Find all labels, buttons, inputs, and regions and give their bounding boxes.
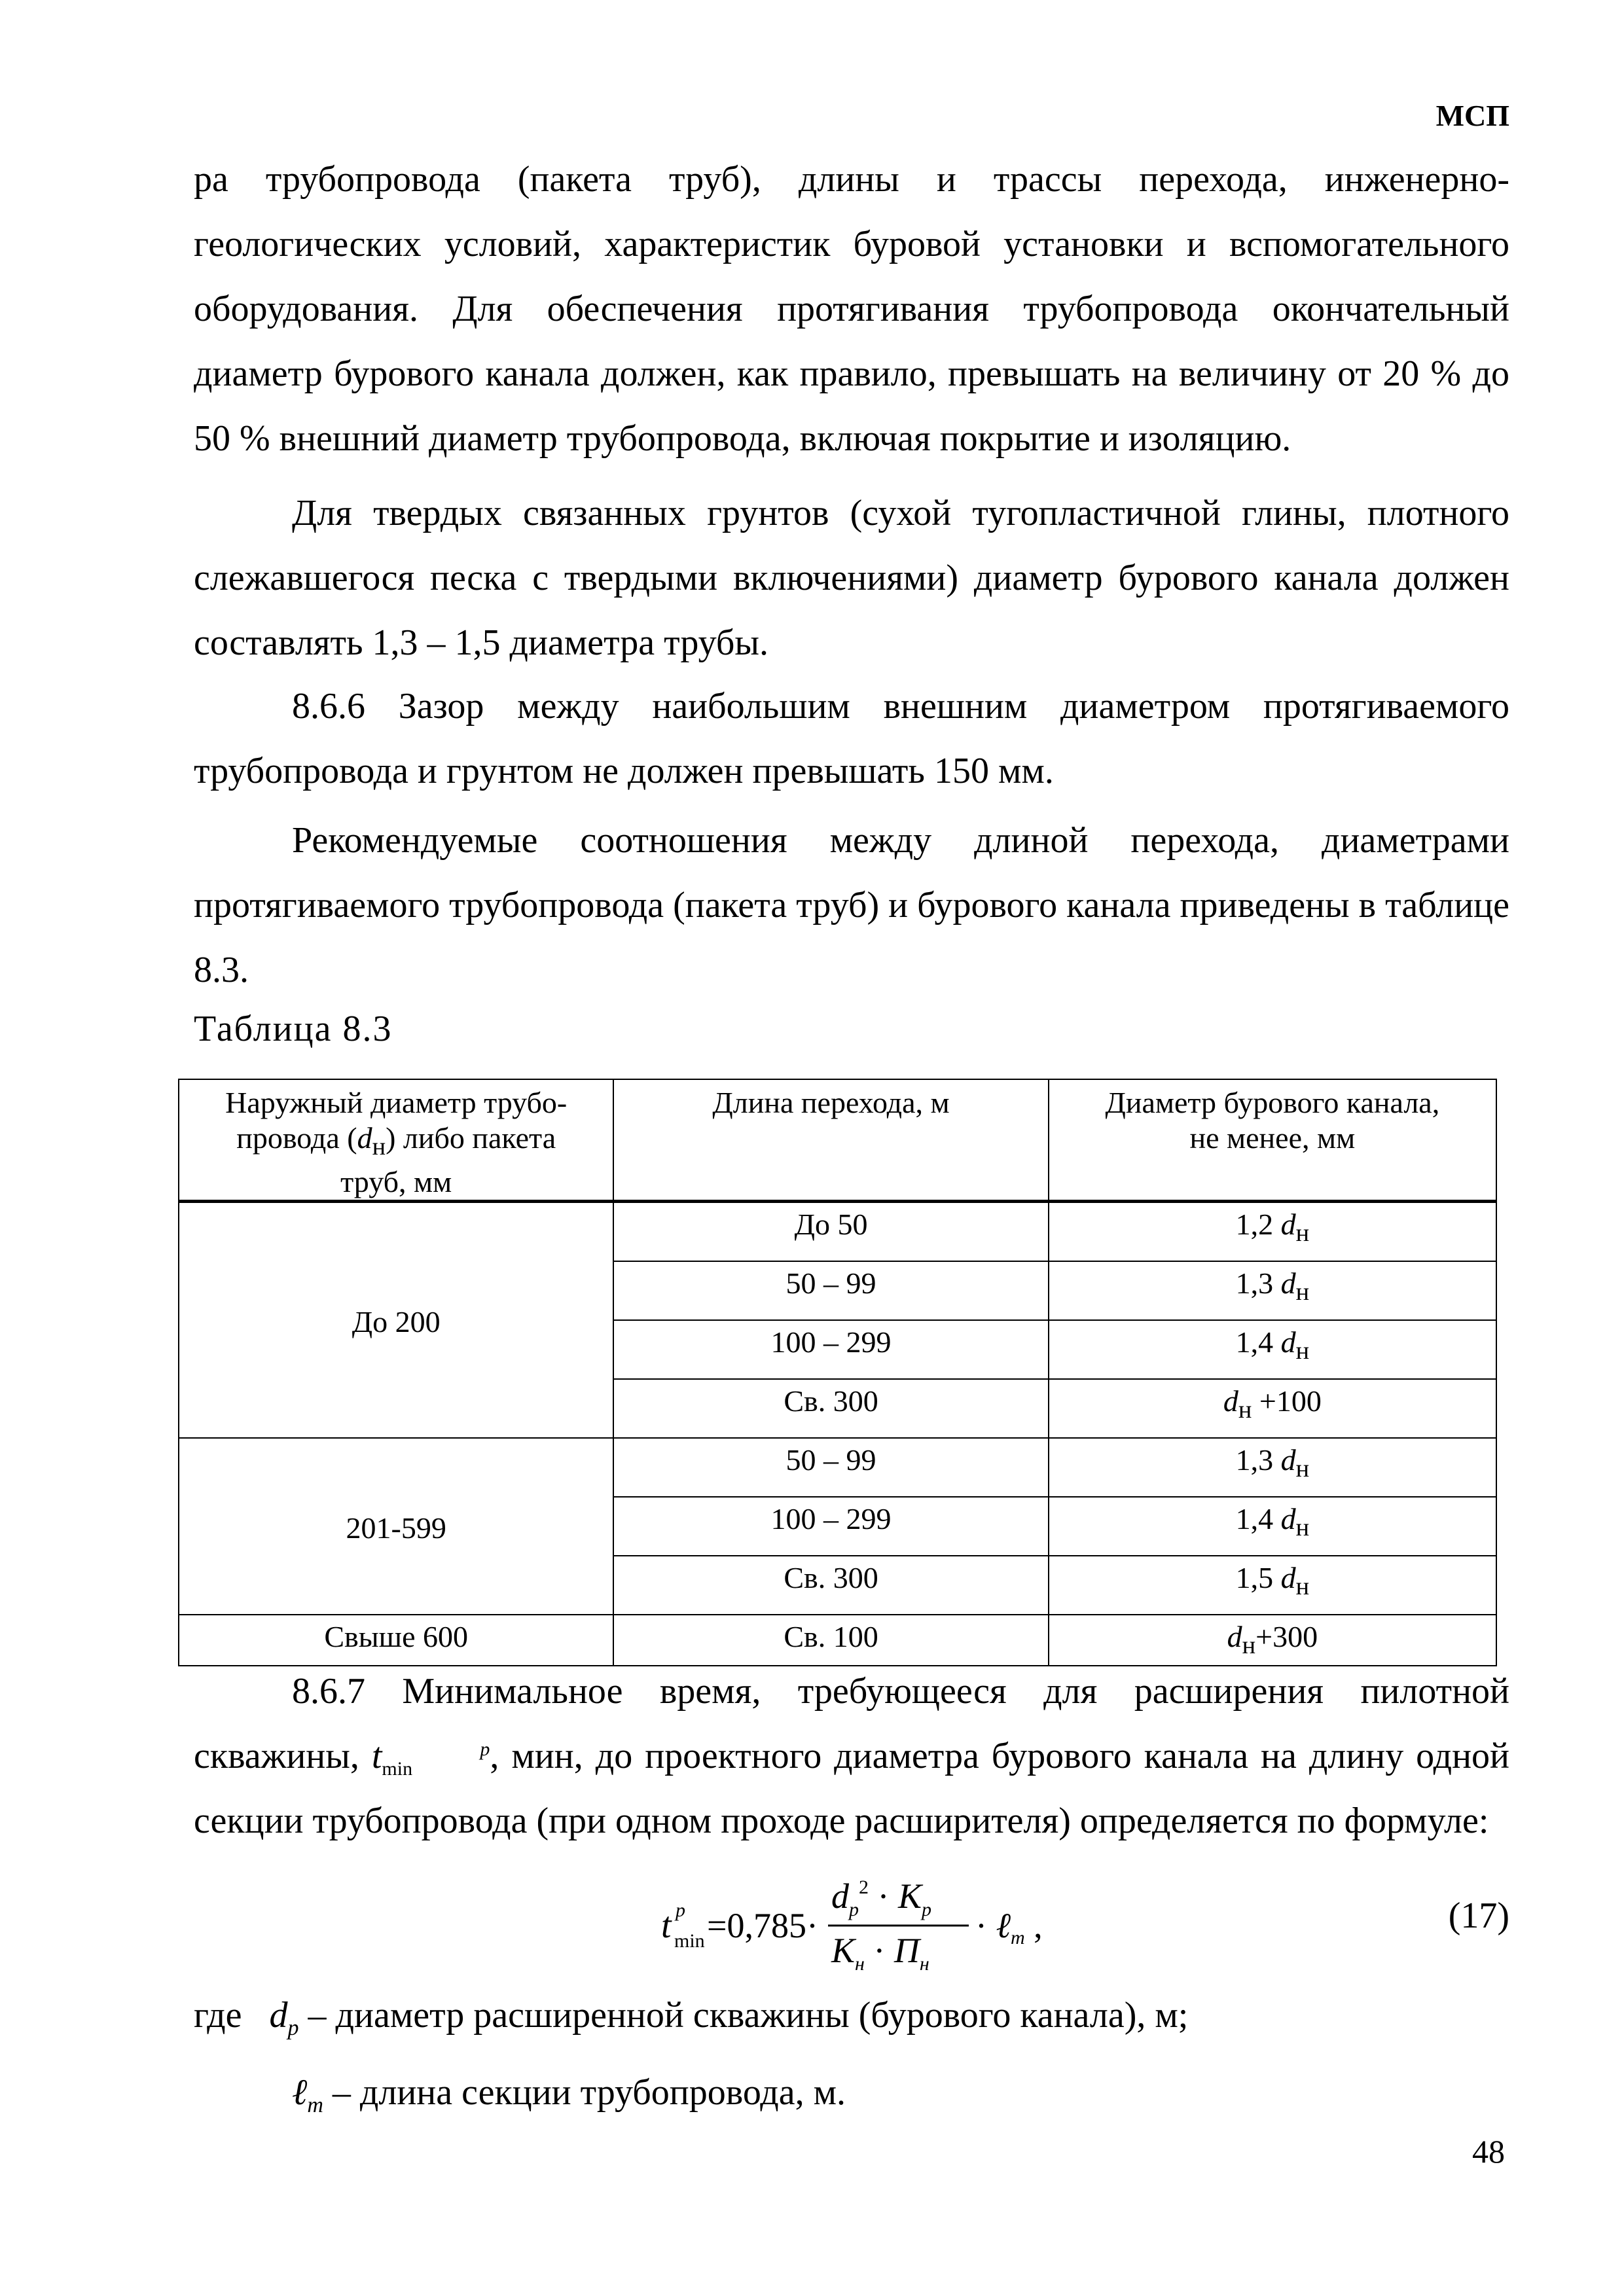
paragraph-5-text bbox=[194, 1659, 1509, 1854]
paragraph-4-text: Рекомендуемые соотношения между длиной перехода, диаметрами протягиваемого трубопровода (пакета труб) и бурового канала приведены в таблице 8.3. bbox=[194, 820, 1509, 990]
cell-channel: 1,4 $d_н$ bbox=[1049, 1497, 1496, 1556]
paragraph-5-part-b: , мин, до проектного диаметра бурового канала на длину одной секции трубопровода (при одном проходе расширителя) определяется по формуле: bbox=[194, 1736, 1510, 1841]
formula-number: (17) bbox=[1448, 1895, 1509, 1936]
cell-channel: 1,3 $d_н$ bbox=[1049, 1438, 1496, 1497]
definition-dp: где $d_p$ – диаметр расширенной скважины (бурового канала), м; bbox=[194, 1995, 1189, 2041]
cell-length: 100 – 299 bbox=[613, 1320, 1048, 1379]
table-row bbox=[179, 1202, 1496, 1262]
formula-17 bbox=[661, 1865, 1043, 1977]
paragraph-2 bbox=[194, 481, 1509, 675]
formula-denominator: $K_н \cdot П_н$ bbox=[831, 1931, 929, 1975]
definition-lt-text: – длина секции трубопровода, м. bbox=[323, 2072, 846, 2113]
cell-diameter: До 200 bbox=[179, 1202, 613, 1439]
cell-diameter: Свыше 600 bbox=[179, 1615, 613, 1666]
paragraph-4 bbox=[194, 808, 1509, 1003]
paragraph-2-text: Для твердых связанных грунтов (сухой тугопластичной глины, плотного слежавшегося песка с твердыми включениями) диаметр бурового канала должен составлять 1,3 – 1,5 диаметра трубы. bbox=[194, 493, 1509, 663]
cell-channel: $d_н+300$ bbox=[1049, 1615, 1496, 1666]
page-number: 48 bbox=[1472, 2133, 1505, 2170]
cell-channel: 1,3 $d_н$ bbox=[1049, 1261, 1496, 1320]
cell-channel: 1,2 $d_н$ bbox=[1049, 1202, 1496, 1262]
cell-channel: 1,5 $d_н$ bbox=[1049, 1556, 1496, 1615]
table-group-2 bbox=[179, 1438, 1496, 1615]
cell-channel: 1,4 $d_н$ bbox=[1049, 1320, 1496, 1379]
table-header-row bbox=[179, 1079, 1496, 1202]
header-channel-diameter: Диаметр бурового канала, не менее, мм bbox=[1049, 1079, 1496, 1202]
formula-sup-p: p bbox=[676, 1899, 685, 1921]
definition-dp-text: – диаметр расширенной скважины (бурового канала), м; bbox=[298, 1995, 1189, 2036]
header-length: Длина перехода, м bbox=[613, 1079, 1048, 1202]
cell-length: Св. 300 bbox=[613, 1379, 1048, 1438]
cell-length: До 50 bbox=[613, 1202, 1048, 1262]
diameter-table bbox=[178, 1079, 1497, 1666]
paragraph-5 bbox=[194, 1659, 1509, 1854]
table-caption: Таблица 8.3 bbox=[194, 1009, 393, 1049]
table-row bbox=[179, 1438, 1496, 1497]
formula-sub-min: min bbox=[674, 1930, 705, 1952]
definition-prefix: где bbox=[194, 1995, 242, 2036]
cell-length: Св. 300 bbox=[613, 1556, 1048, 1615]
formula-tail: · ℓт , bbox=[975, 1906, 1043, 1948]
cell-length: Св. 100 bbox=[613, 1615, 1048, 1666]
cell-channel: $d_н +100$ bbox=[1049, 1379, 1496, 1438]
header-outer-diameter: Наружный диаметр трубо- провода $(d_н)$ либо пакета труб, мм bbox=[179, 1079, 613, 1202]
formula-numerator: $d_p^2 \cdot K_p$ bbox=[831, 1876, 932, 1920]
symbol-t-min: t bbox=[371, 1736, 382, 1776]
definition-lt: ℓ$_т$ – длина секции трубопровода, м. bbox=[292, 2072, 846, 2118]
cell-diameter: 201-599 bbox=[179, 1438, 613, 1615]
definitions bbox=[194, 1983, 1509, 2138]
paragraph-3-text: 8.6.6 Зазор между наибольшим внешним диаметром протягиваемого трубопровода и грунтом не должен превышать 150 мм. bbox=[194, 686, 1509, 791]
formula-t: t bbox=[661, 1905, 672, 1946]
paragraph-1 bbox=[194, 147, 1509, 471]
cell-length: 50 – 99 bbox=[613, 1261, 1048, 1320]
formula-coef: =0,785· bbox=[707, 1906, 818, 1945]
table-group-1 bbox=[179, 1202, 1496, 1439]
table-row bbox=[179, 1615, 1496, 1666]
document-code: МСП bbox=[1435, 99, 1509, 132]
paragraph-5-part-a: 8.6.7 Минимальное время, требующееся для расширения пилотной скважины, bbox=[194, 1671, 1509, 1776]
paragraph-3 bbox=[194, 674, 1509, 804]
table-group-3 bbox=[179, 1615, 1496, 1666]
cell-length: 100 – 299 bbox=[613, 1497, 1048, 1556]
symbol-t-min-indices: p min bbox=[382, 1738, 490, 1780]
cell-length: 50 – 99 bbox=[613, 1438, 1048, 1497]
paragraph-1-text: ра трубопровода (пакета труб), длины и трассы перехода, инженерно-геологических условий, характеристик буровой установки и вспомогательного оборудования. Для обеспечения протягивания трубопровода окончательный диаметр бурового канала должен, как правило, превышать на величину от 20 % до 50 % внешний диаметр трубопровода, включая покрытие и изоляцию. bbox=[194, 159, 1509, 459]
